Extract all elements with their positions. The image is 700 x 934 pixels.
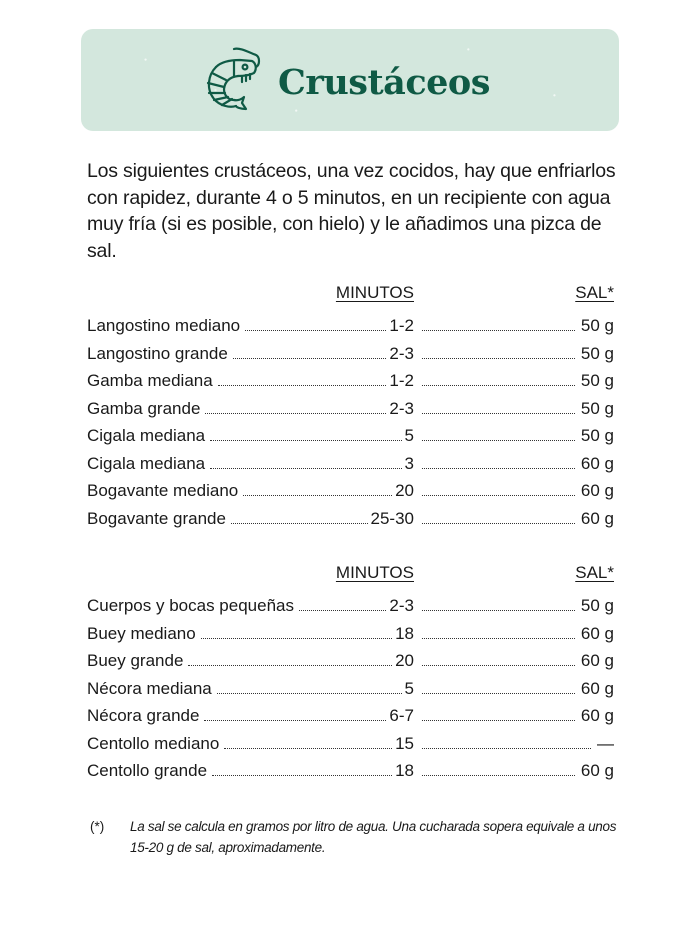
table-row bbox=[87, 344, 614, 372]
item-salt: 60 g bbox=[580, 481, 614, 500]
item-name: Nécora grande bbox=[87, 706, 200, 725]
table-row bbox=[87, 371, 614, 399]
table-header bbox=[87, 563, 614, 587]
dot-leader bbox=[245, 329, 386, 331]
item-name: Nécora mediana bbox=[87, 678, 212, 698]
footnote-text: La sal se calcula en gramos por litro de agua. Una cucharada sopera equivale a unos 15-20 g de sal, aproximadamente. bbox=[130, 819, 617, 855]
footnote-marker: (*) bbox=[90, 819, 105, 834]
dot-leader bbox=[422, 412, 575, 414]
item-salt: 60 g bbox=[580, 706, 614, 725]
intro-paragraph: Los siguientes crustáceos, una vez cocidos, hay que enfriarlos con rapidez, durante 4 o 5 minutos, en un recipiente con agua muy fría (si es posible, con hielo) y le añadimos una pizca de sal. bbox=[87, 160, 616, 262]
item-minutes: 5 bbox=[404, 426, 414, 445]
dot-leader bbox=[422, 747, 591, 749]
item-salt: 50 g bbox=[580, 371, 614, 390]
item-minutes: 5 bbox=[404, 678, 414, 698]
dot-leader bbox=[188, 664, 392, 666]
item-name: Bogavante mediano bbox=[87, 481, 239, 500]
dot-leader bbox=[422, 329, 575, 331]
dot-leader bbox=[201, 637, 392, 639]
item-name: Buey mediano bbox=[87, 623, 196, 643]
item-salt: 60 g bbox=[580, 623, 614, 643]
salt-column-header: SAL* bbox=[575, 563, 614, 582]
item-minutes: 1-2 bbox=[389, 316, 414, 335]
dot-leader bbox=[210, 467, 401, 469]
dot-leader bbox=[224, 747, 392, 749]
table-row bbox=[87, 509, 614, 537]
cooking-table-2 bbox=[87, 563, 614, 789]
footnote bbox=[90, 816, 620, 858]
dot-leader bbox=[217, 692, 402, 694]
title-banner bbox=[81, 29, 619, 131]
table-row bbox=[87, 734, 614, 762]
item-salt: 60 g bbox=[580, 761, 614, 780]
item-name: Cigala mediana bbox=[87, 453, 206, 473]
item-name: Gamba mediana bbox=[87, 371, 213, 390]
table-row bbox=[87, 596, 614, 624]
item-name: Langostino grande bbox=[87, 343, 228, 363]
shrimp-icon bbox=[204, 45, 264, 115]
table-row bbox=[87, 481, 614, 509]
dot-leader bbox=[422, 692, 575, 694]
table-row bbox=[87, 679, 614, 707]
item-name: Centollo grande bbox=[87, 761, 208, 780]
dot-leader bbox=[210, 439, 401, 441]
item-salt: 50 g bbox=[580, 398, 614, 418]
item-salt: 60 g bbox=[580, 508, 614, 528]
item-minutes: 2-3 bbox=[389, 343, 414, 363]
dot-leader bbox=[231, 522, 368, 524]
item-name: Cuerpos y bocas pequeñas bbox=[87, 596, 294, 615]
table-row bbox=[87, 761, 614, 789]
item-name: Cigala mediana bbox=[87, 426, 206, 445]
item-minutes: 1-2 bbox=[389, 371, 414, 390]
item-salt: 50 g bbox=[580, 596, 614, 615]
title-group bbox=[204, 45, 490, 115]
dot-leader bbox=[422, 357, 575, 359]
dot-leader bbox=[422, 439, 575, 441]
item-minutes: 2-3 bbox=[389, 398, 414, 418]
item-salt: 50 g bbox=[580, 426, 614, 445]
item-name: Buey grande bbox=[87, 651, 184, 670]
dot-leader bbox=[422, 664, 575, 666]
dot-leader bbox=[422, 522, 575, 524]
item-minutes: 20 bbox=[395, 481, 414, 500]
table-row bbox=[87, 316, 614, 344]
item-minutes: 2-3 bbox=[389, 596, 414, 615]
dot-leader bbox=[422, 609, 575, 611]
item-name: Centollo mediano bbox=[87, 733, 220, 753]
salt-column-header: SAL* bbox=[575, 283, 614, 302]
item-salt: 60 g bbox=[580, 453, 614, 473]
minutes-column-header: MINUTOS bbox=[335, 283, 414, 302]
dot-leader bbox=[212, 774, 392, 776]
dot-leader bbox=[218, 384, 387, 386]
item-minutes: 6-7 bbox=[389, 706, 414, 725]
cooking-table-1 bbox=[87, 283, 614, 536]
item-minutes: 15 bbox=[395, 733, 414, 753]
item-minutes: 18 bbox=[395, 761, 414, 780]
table-header bbox=[87, 283, 614, 307]
dot-leader bbox=[422, 719, 575, 721]
item-salt: — bbox=[597, 733, 614, 753]
table-body bbox=[87, 316, 614, 536]
dot-leader bbox=[243, 494, 392, 496]
table-row bbox=[87, 706, 614, 734]
item-minutes: 18 bbox=[395, 623, 414, 643]
table-row bbox=[87, 651, 614, 679]
dot-leader bbox=[233, 357, 387, 359]
dot-leader bbox=[204, 719, 386, 721]
dot-leader bbox=[422, 774, 575, 776]
dot-leader bbox=[422, 637, 575, 639]
dot-leader bbox=[422, 384, 575, 386]
item-salt: 50 g bbox=[580, 316, 614, 335]
dot-leader bbox=[422, 494, 575, 496]
dot-leader bbox=[299, 609, 386, 611]
table-body bbox=[87, 596, 614, 789]
table-row bbox=[87, 624, 614, 652]
item-minutes: 25-30 bbox=[370, 508, 414, 528]
dot-leader bbox=[422, 467, 575, 469]
dot-leader bbox=[205, 412, 386, 414]
item-name: Gamba grande bbox=[87, 398, 201, 418]
item-name: Langostino mediano bbox=[87, 316, 241, 335]
item-minutes: 20 bbox=[395, 651, 414, 670]
item-name: Bogavante grande bbox=[87, 508, 226, 528]
table-row bbox=[87, 426, 614, 454]
page-title: Crustáceos bbox=[278, 61, 490, 103]
table-row bbox=[87, 399, 614, 427]
item-salt: 60 g bbox=[580, 651, 614, 670]
table-row bbox=[87, 454, 614, 482]
item-salt: 60 g bbox=[580, 678, 614, 698]
item-salt: 50 g bbox=[580, 343, 614, 363]
item-minutes: 3 bbox=[404, 453, 414, 473]
minutes-column-header: MINUTOS bbox=[335, 563, 414, 582]
